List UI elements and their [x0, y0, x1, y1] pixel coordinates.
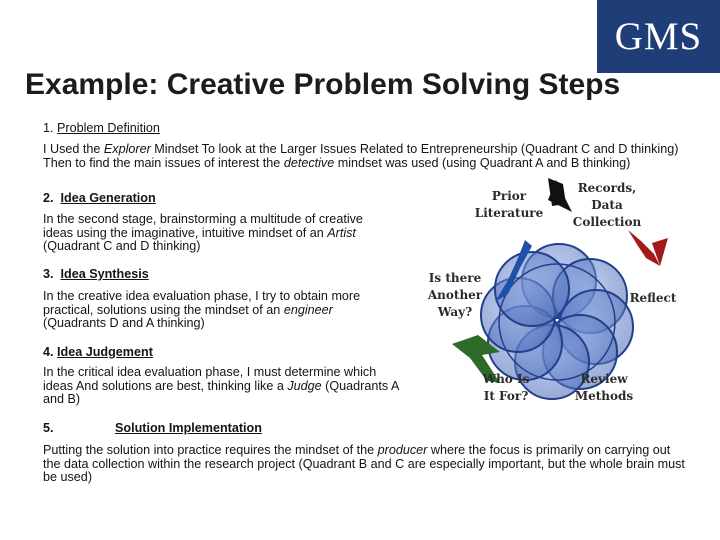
logo-text: GMS	[614, 15, 703, 58]
label-review: Review Methods	[574, 372, 634, 403]
step-5-number: 5.	[43, 421, 54, 435]
label-is-there: Is there Another Way?	[427, 271, 483, 319]
step-1-title: Problem Definition	[57, 121, 160, 135]
step-4-body: In the critical idea evaluation phase, I must determine which ideas And solutions are best, thinking like a Judge (Quadrants A and B)	[43, 365, 399, 407]
step-5-body: Putting the solution into practice requires the mindset of the producer where the focus is primarily on carrying out the data collection within the research project (Quadrant B and C are especially important, but the whole brain must be used)	[43, 443, 685, 485]
label-reflect: Reflect	[629, 291, 677, 305]
step-4-title: Idea Judgement	[57, 345, 153, 359]
step-1-body: I Used the Explorer Mindset To look at the Larger Issues Related to Entrepreneurship (Quadrant C and D thinking) Then to find the main issues of interest the detective mindset was used (using Quadrant A and B thinking)	[43, 142, 679, 170]
step-2-body: In the second stage, brainstorming a multitude of creative ideas using the imaginative, intuitive mindset of an Artist (Quadrant C and D thinking)	[43, 212, 363, 254]
step-3-body: In the creative idea evaluation phase, I try to obtain more practical, solutions using the mindset of an engineer (Quadrants D and A thinking)	[43, 289, 361, 331]
label-prior-literature: Prior Literature	[474, 189, 544, 220]
label-records: Records, Data Collection	[572, 181, 642, 229]
label-who-is: Who Is It For?	[482, 372, 530, 403]
step-4-number: 4.	[43, 345, 54, 359]
step-3-number: 3.	[43, 267, 54, 281]
step-2-number: 2.	[43, 191, 54, 205]
page-title: Example: Creative Problem Solving Steps	[25, 68, 621, 101]
step-1-number: 1.	[43, 121, 54, 135]
step-3-title: Idea Synthesis	[60, 267, 149, 281]
step-2-title: Idea Generation	[60, 191, 156, 205]
step-5-title: Solution Implementation	[115, 421, 262, 435]
